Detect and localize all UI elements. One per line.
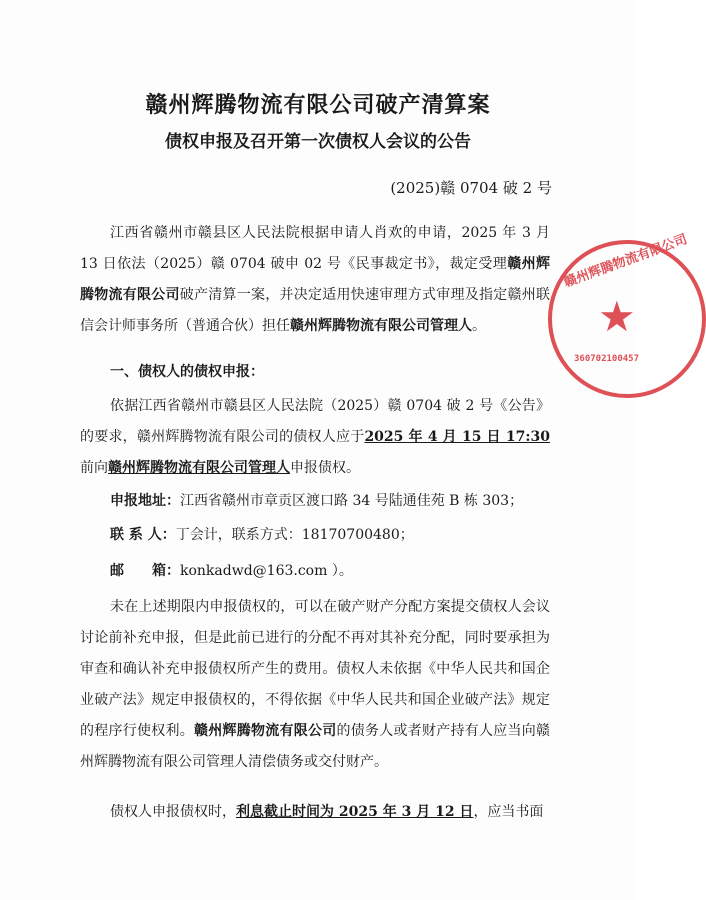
intro-text-1: 江西省赣州市赣县区人民法院根据申请人肖欢的申请，2025 年 3 月 13 日依法（2025）赣 0704 破申 02 号《民事裁定书》，裁定受理 <box>80 225 550 272</box>
notice-paragraph <box>80 391 550 484</box>
notice-text-3: 申报债权。 <box>290 460 360 476</box>
intro-paragraph <box>80 218 550 342</box>
address-value: 江西省赣州市章贡区渡口路 34 号陆通佳苑 B 栋 303； <box>180 493 524 509</box>
intro-text-3: 。 <box>472 318 486 334</box>
document-title: 赣州辉腾物流有限公司破产清算案 <box>145 92 491 118</box>
address-label: 申报地址： <box>110 493 180 509</box>
notice-text-2: 前向 <box>80 460 108 476</box>
email-line <box>110 556 590 587</box>
interest-paragraph <box>80 797 550 828</box>
seal-text: 赣州辉腾物流有限公司 <box>562 232 690 291</box>
claim-deadline: 2025 年 4 月 15 日 17:30 <box>364 429 550 445</box>
contact-label: 联 系 人： <box>110 527 176 543</box>
interest-cutoff: 利息截止时间为 2025 年 3 月 12 日 <box>236 804 474 820</box>
late-claims-text-2: 的债务人或者财产持有人应当向赣州辉腾物流有限公司管理人清偿债务或交付财产。 <box>80 723 550 770</box>
intro-administrator: 赣州辉腾物流有限公司管理人 <box>290 318 472 334</box>
document-subtitle: 债权申报及召开第一次债权人会议的公告 <box>165 132 471 152</box>
email-value: konkadwd@163.com ）。 <box>180 563 353 579</box>
claim-recipient: 赣州辉腾物流有限公司管理人 <box>108 460 290 476</box>
email-label: 邮 箱： <box>110 563 180 579</box>
address-line <box>110 486 590 517</box>
late-claims-company: 赣州辉腾物流有限公司 <box>194 723 337 739</box>
section1-heading: 一、债权人的债权申报： <box>110 364 264 380</box>
company-seal <box>548 232 706 398</box>
intro-text-2: 破产清算一案，并决定适用快速审理方式审理及指定赣州联信会计师事务所（普通合伙）担任 <box>80 287 550 334</box>
late-claims-paragraph <box>80 592 550 778</box>
intro-company-name: 赣州辉腾物流有限公司 <box>80 256 551 303</box>
notice-text-1: 依据江西省赣州市赣县区人民法院（2025）赣 0704 破 2 号《公告》的要求，赣州辉腾物流有限公司的债权人应于 <box>80 398 550 445</box>
interest-text-1: 债权人申报债权时， <box>110 804 236 820</box>
seal-number: 360702100457 <box>574 354 640 364</box>
late-claims-text-1: 未在上述期限内申报债权的，可以在破产财产分配方案提交债权人会议讨论前补充申报，但是此前已进行的分配不再对其补充分配，同时要承担为审查和确认补充申报债权所产生的费用。债权人未依据《中华人民共和国企业破产法》规定申报债权的，不得依据《中华人民共和国企业破产法》规定的程序行使权利。 <box>80 599 550 739</box>
case-number: (2025)赣 0704 破 2 号 <box>390 179 552 197</box>
contact-value: 丁会计，联系方式：18170700480； <box>175 527 414 543</box>
contact-line <box>110 520 590 551</box>
seal-star-icon: ★ <box>598 292 636 341</box>
interest-text-2: ，应当书面 <box>473 804 544 820</box>
